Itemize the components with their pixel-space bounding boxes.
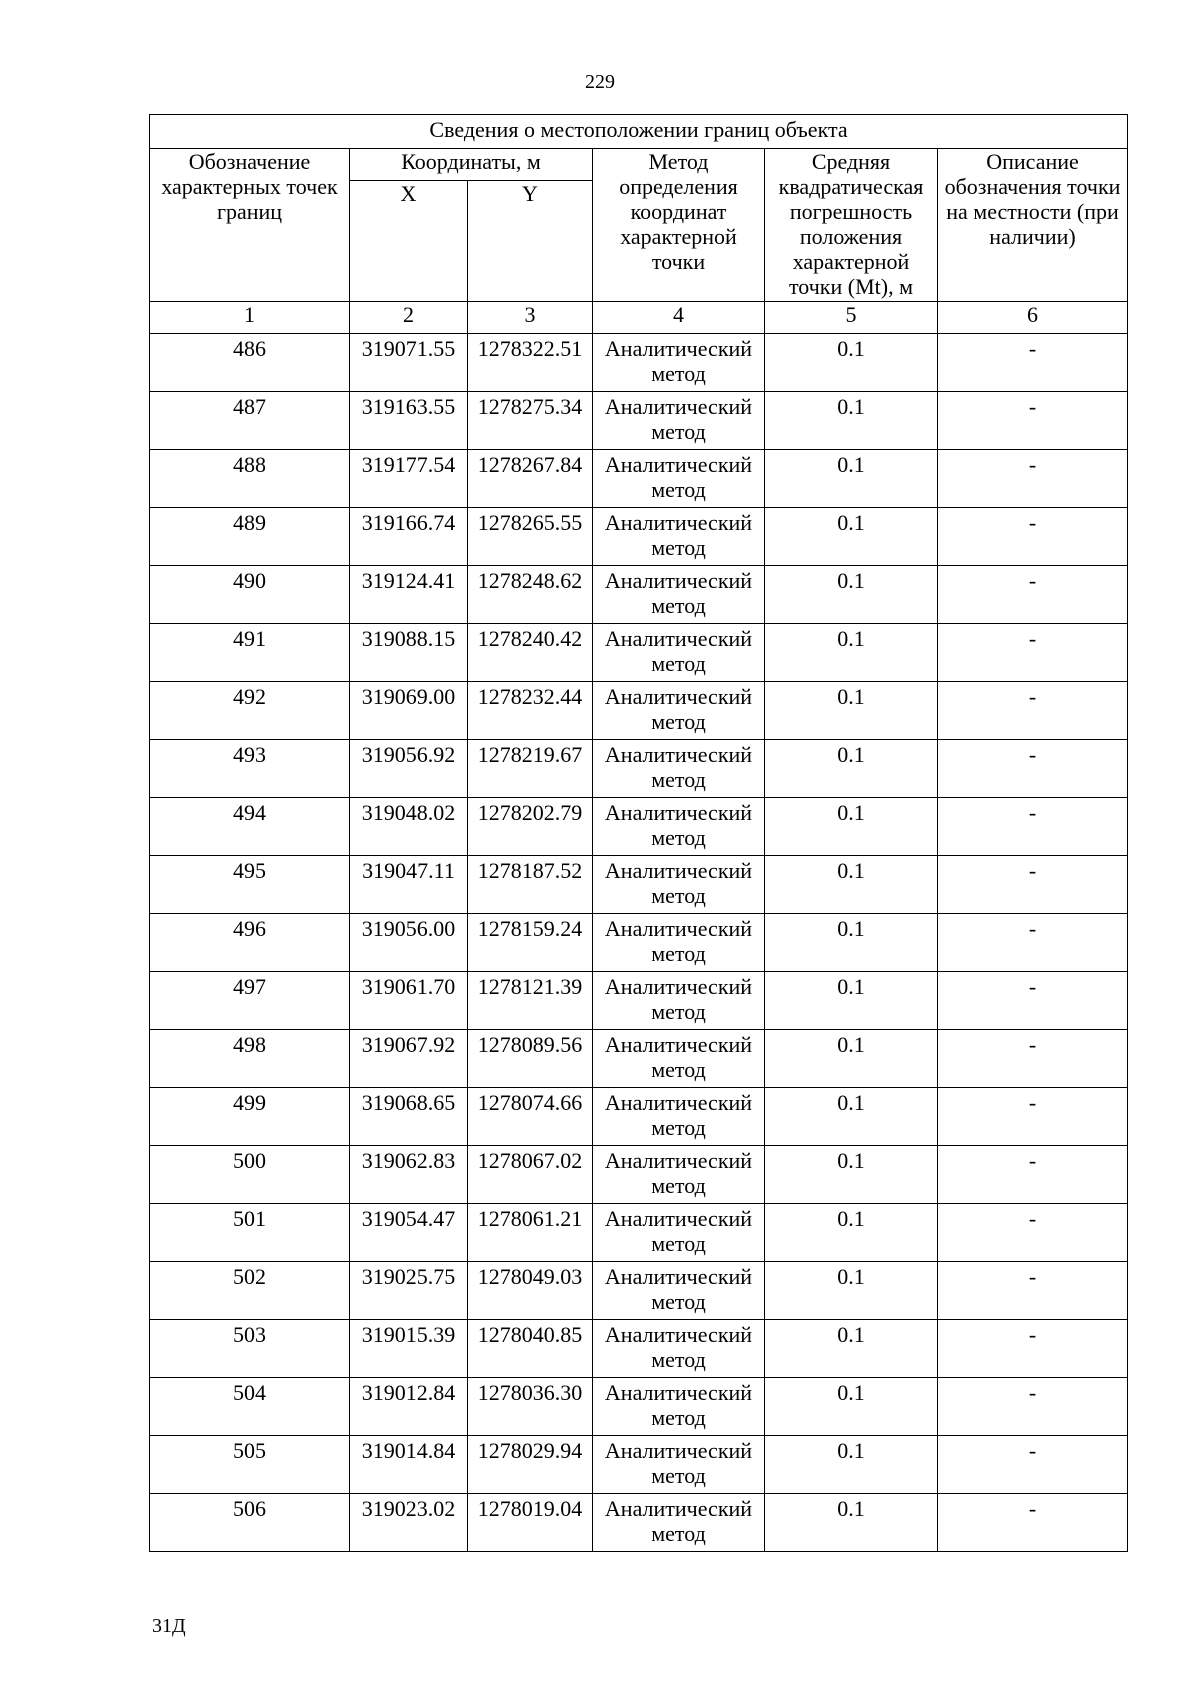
description-cell: -	[938, 1320, 1128, 1378]
description-cell: -	[938, 914, 1128, 972]
description-cell: -	[938, 392, 1128, 450]
header-x: X	[350, 181, 468, 302]
x-coordinate-cell: 319068.65	[350, 1088, 468, 1146]
point-cell: 502	[150, 1262, 350, 1320]
description-cell: -	[938, 1088, 1128, 1146]
table-row	[150, 1262, 1128, 1320]
y-coordinate-cell: 1278067.02	[468, 1146, 593, 1204]
y-coordinate-cell: 1278074.66	[468, 1088, 593, 1146]
method-cell: Аналитический метод	[593, 566, 765, 624]
table-row	[150, 1436, 1128, 1494]
y-coordinate-cell: 1278267.84	[468, 450, 593, 508]
y-coordinate-cell: 1278265.55	[468, 508, 593, 566]
column-number: 3	[468, 302, 593, 334]
y-coordinate-cell: 1278240.42	[468, 624, 593, 682]
description-cell: -	[938, 740, 1128, 798]
point-cell: 487	[150, 392, 350, 450]
x-coordinate-cell: 319069.00	[350, 682, 468, 740]
header-point: Обозначение характерных точек границ	[150, 149, 350, 302]
x-coordinate-cell: 319048.02	[350, 798, 468, 856]
y-coordinate-cell: 1278202.79	[468, 798, 593, 856]
point-cell: 505	[150, 1436, 350, 1494]
description-cell: -	[938, 856, 1128, 914]
y-coordinate-cell: 1278029.94	[468, 1436, 593, 1494]
error-cell: 0.1	[765, 1262, 938, 1320]
y-coordinate-cell: 1278275.34	[468, 392, 593, 450]
table-row	[150, 334, 1128, 392]
table-row	[150, 740, 1128, 798]
x-coordinate-cell: 319012.84	[350, 1378, 468, 1436]
point-cell: 495	[150, 856, 350, 914]
method-cell: Аналитический метод	[593, 1262, 765, 1320]
method-cell: Аналитический метод	[593, 450, 765, 508]
point-cell: 497	[150, 972, 350, 1030]
method-cell: Аналитический метод	[593, 1320, 765, 1378]
column-number: 4	[593, 302, 765, 334]
method-cell: Аналитический метод	[593, 508, 765, 566]
description-cell: -	[938, 1436, 1128, 1494]
x-coordinate-cell: 319025.75	[350, 1262, 468, 1320]
footer-code: 31Д	[152, 1615, 186, 1637]
table-row	[150, 856, 1128, 914]
error-cell: 0.1	[765, 1494, 938, 1552]
table-row	[150, 914, 1128, 972]
error-cell: 0.1	[765, 856, 938, 914]
method-cell: Аналитический метод	[593, 972, 765, 1030]
x-coordinate-cell: 319047.11	[350, 856, 468, 914]
header-method: Метод определения координат характерной точки	[593, 149, 765, 302]
table-row	[150, 1030, 1128, 1088]
point-cell: 499	[150, 1088, 350, 1146]
error-cell: 0.1	[765, 798, 938, 856]
y-coordinate-cell: 1278248.62	[468, 566, 593, 624]
table-row	[150, 624, 1128, 682]
table-row	[150, 1146, 1128, 1204]
header-error: Средняя квадратическая погрешность положения характерной точки (Mt), м	[765, 149, 938, 302]
y-coordinate-cell: 1278019.04	[468, 1494, 593, 1552]
table-row	[150, 1320, 1128, 1378]
x-coordinate-cell: 319071.55	[350, 334, 468, 392]
table-title-row	[150, 115, 1128, 149]
header-y: Y	[468, 181, 593, 302]
method-cell: Аналитический метод	[593, 856, 765, 914]
description-cell: -	[938, 1204, 1128, 1262]
y-coordinate-cell: 1278121.39	[468, 972, 593, 1030]
point-cell: 491	[150, 624, 350, 682]
table-row	[150, 972, 1128, 1030]
error-cell: 0.1	[765, 508, 938, 566]
y-coordinate-cell: 1278159.24	[468, 914, 593, 972]
table-row	[150, 682, 1128, 740]
point-cell: 493	[150, 740, 350, 798]
point-cell: 503	[150, 1320, 350, 1378]
point-cell: 501	[150, 1204, 350, 1262]
description-cell: -	[938, 450, 1128, 508]
x-coordinate-cell: 319124.41	[350, 566, 468, 624]
error-cell: 0.1	[765, 972, 938, 1030]
error-cell: 0.1	[765, 392, 938, 450]
error-cell: 0.1	[765, 566, 938, 624]
x-coordinate-cell: 319062.83	[350, 1146, 468, 1204]
point-cell: 496	[150, 914, 350, 972]
description-cell: -	[938, 624, 1128, 682]
error-cell: 0.1	[765, 334, 938, 392]
method-cell: Аналитический метод	[593, 1494, 765, 1552]
method-cell: Аналитический метод	[593, 392, 765, 450]
x-coordinate-cell: 319054.47	[350, 1204, 468, 1262]
description-cell: -	[938, 682, 1128, 740]
method-cell: Аналитический метод	[593, 798, 765, 856]
point-cell: 494	[150, 798, 350, 856]
point-cell: 488	[150, 450, 350, 508]
header-coordinates: Координаты, м	[350, 149, 593, 181]
column-number: 6	[938, 302, 1128, 334]
error-cell: 0.1	[765, 682, 938, 740]
description-cell: -	[938, 1494, 1128, 1552]
method-cell: Аналитический метод	[593, 682, 765, 740]
y-coordinate-cell: 1278049.03	[468, 1262, 593, 1320]
table-row	[150, 1378, 1128, 1436]
error-cell: 0.1	[765, 1320, 938, 1378]
y-coordinate-cell: 1278232.44	[468, 682, 593, 740]
description-cell: -	[938, 1146, 1128, 1204]
error-cell: 0.1	[765, 914, 938, 972]
table-row	[150, 450, 1128, 508]
header-description: Описание обозначения точки на местности (при наличии)	[938, 149, 1128, 302]
method-cell: Аналитический метод	[593, 1088, 765, 1146]
y-coordinate-cell: 1278089.56	[468, 1030, 593, 1088]
method-cell: Аналитический метод	[593, 914, 765, 972]
y-coordinate-cell: 1278040.85	[468, 1320, 593, 1378]
method-cell: Аналитический метод	[593, 334, 765, 392]
description-cell: -	[938, 798, 1128, 856]
point-cell: 506	[150, 1494, 350, 1552]
description-cell: -	[938, 566, 1128, 624]
y-coordinate-cell: 1278036.30	[468, 1378, 593, 1436]
method-cell: Аналитический метод	[593, 1378, 765, 1436]
error-cell: 0.1	[765, 1204, 938, 1262]
column-number-row	[150, 302, 1128, 334]
description-cell: -	[938, 508, 1128, 566]
point-cell: 492	[150, 682, 350, 740]
x-coordinate-cell: 319166.74	[350, 508, 468, 566]
column-number: 5	[765, 302, 938, 334]
table-title: Сведения о местоположении границ объекта	[150, 115, 1128, 149]
boundary-coordinates-table	[149, 114, 1128, 1552]
description-cell: -	[938, 1030, 1128, 1088]
x-coordinate-cell: 319056.92	[350, 740, 468, 798]
column-number: 1	[150, 302, 350, 334]
description-cell: -	[938, 1262, 1128, 1320]
table-row	[150, 1088, 1128, 1146]
x-coordinate-cell: 319023.02	[350, 1494, 468, 1552]
x-coordinate-cell: 319177.54	[350, 450, 468, 508]
table-row	[150, 566, 1128, 624]
x-coordinate-cell: 319061.70	[350, 972, 468, 1030]
table-row	[150, 508, 1128, 566]
method-cell: Аналитический метод	[593, 740, 765, 798]
x-coordinate-cell: 319163.55	[350, 392, 468, 450]
table-row	[150, 1204, 1128, 1262]
error-cell: 0.1	[765, 1146, 938, 1204]
y-coordinate-cell: 1278187.52	[468, 856, 593, 914]
description-cell: -	[938, 972, 1128, 1030]
x-coordinate-cell: 319067.92	[350, 1030, 468, 1088]
method-cell: Аналитический метод	[593, 1204, 765, 1262]
method-cell: Аналитический метод	[593, 1030, 765, 1088]
x-coordinate-cell: 319056.00	[350, 914, 468, 972]
error-cell: 0.1	[765, 1436, 938, 1494]
x-coordinate-cell: 319014.84	[350, 1436, 468, 1494]
point-cell: 489	[150, 508, 350, 566]
table-row	[150, 798, 1128, 856]
error-cell: 0.1	[765, 740, 938, 798]
point-cell: 504	[150, 1378, 350, 1436]
page-number: 229	[585, 71, 615, 93]
point-cell: 500	[150, 1146, 350, 1204]
y-coordinate-cell: 1278061.21	[468, 1204, 593, 1262]
x-coordinate-cell: 319015.39	[350, 1320, 468, 1378]
table-row	[150, 1494, 1128, 1552]
description-cell: -	[938, 1378, 1128, 1436]
error-cell: 0.1	[765, 1088, 938, 1146]
method-cell: Аналитический метод	[593, 624, 765, 682]
error-cell: 0.1	[765, 1030, 938, 1088]
column-number: 2	[350, 302, 468, 334]
point-cell: 486	[150, 334, 350, 392]
point-cell: 490	[150, 566, 350, 624]
point-cell: 498	[150, 1030, 350, 1088]
method-cell: Аналитический метод	[593, 1436, 765, 1494]
y-coordinate-cell: 1278322.51	[468, 334, 593, 392]
error-cell: 0.1	[765, 624, 938, 682]
x-coordinate-cell: 319088.15	[350, 624, 468, 682]
error-cell: 0.1	[765, 450, 938, 508]
y-coordinate-cell: 1278219.67	[468, 740, 593, 798]
description-cell: -	[938, 334, 1128, 392]
error-cell: 0.1	[765, 1378, 938, 1436]
table-row	[150, 392, 1128, 450]
header-row-1	[150, 149, 1128, 181]
method-cell: Аналитический метод	[593, 1146, 765, 1204]
